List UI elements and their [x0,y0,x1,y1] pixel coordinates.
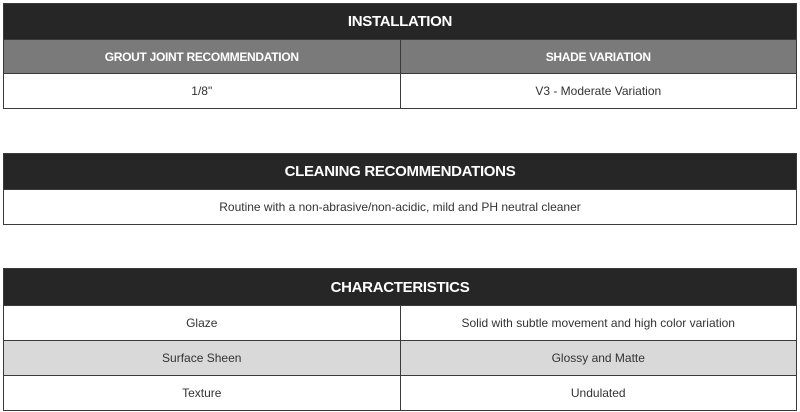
shade-variation-value: V3 - Moderate Variation [400,74,797,108]
glaze-value: Solid with subtle movement and high color variation [400,306,797,340]
surface-sheen-value: Glossy and Matte [400,341,797,375]
table-row [4,341,796,376]
cleaning-title: CLEANING RECOMMENDATIONS [4,154,796,190]
grout-joint-header: GROUT JOINT RECOMMENDATION [104,49,299,64]
surface-sheen-label: Surface Sheen [162,351,242,365]
shade-variation-header: SHADE VARIATION [400,40,797,73]
installation-table [3,3,797,109]
texture-label: Texture [182,386,222,400]
installation-title: INSTALLATION [4,4,796,40]
table-row [4,376,796,410]
characteristics-title: CHARACTERISTICS [4,269,796,306]
grout-joint-value: 1/8" [191,84,213,98]
glaze-label: Glaze [186,316,218,330]
installation-header-row [4,40,796,74]
characteristics-table [3,268,797,411]
cleaning-table [3,153,797,225]
table-row [4,306,796,341]
cleaning-text: Routine with a non-abrasive/non-acidic, mild and PH neutral cleaner [219,200,581,214]
texture-value: Undulated [400,376,797,410]
installation-value-row [4,74,796,108]
cleaning-row [4,190,796,224]
